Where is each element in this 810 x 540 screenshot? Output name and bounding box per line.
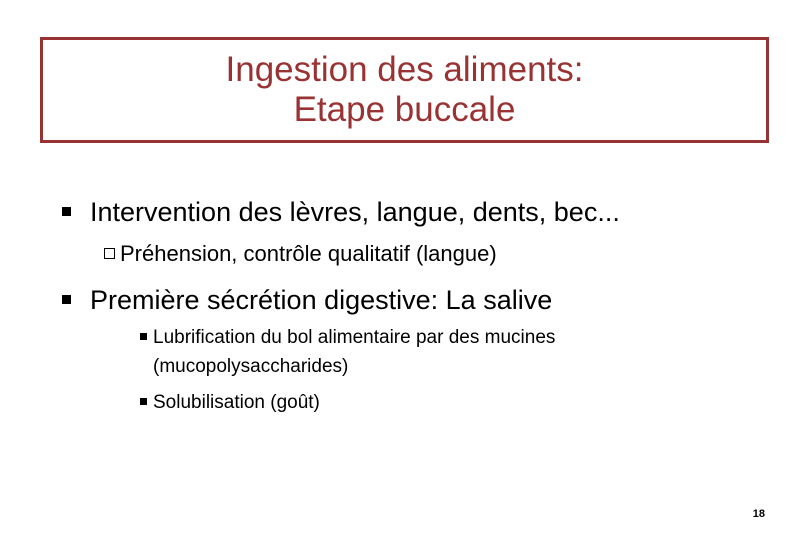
title-box xyxy=(40,37,769,143)
bullet-2-sub-1-text-line-1: Lubrification du bol alimentaire par des mucines xyxy=(153,327,556,348)
square-bullet-icon xyxy=(62,295,71,304)
bullet-2-text: Première sécrétion digestive: La salive xyxy=(90,285,553,315)
square-bullet-icon xyxy=(62,207,71,216)
bullet-1-text: Intervention des lèvres, langue, dents, bec... xyxy=(90,197,620,227)
bullet-1-sub-1-text: Préhension, contrôle qualitatif (langue) xyxy=(120,241,497,266)
title-line-1: Ingestion des aliments: xyxy=(225,50,584,89)
bullet-2-sub-2-text: Solubilisation (goût) xyxy=(153,392,320,413)
bullet-2-sub-1-text-line-2: (mucopolysaccharides) xyxy=(153,356,349,377)
title-line-2: Etape buccale xyxy=(293,90,516,129)
square-bullet-icon xyxy=(140,398,147,405)
hollow-square-bullet-icon xyxy=(104,248,115,259)
page-number: 18 xyxy=(752,508,765,520)
square-bullet-icon xyxy=(140,333,147,340)
